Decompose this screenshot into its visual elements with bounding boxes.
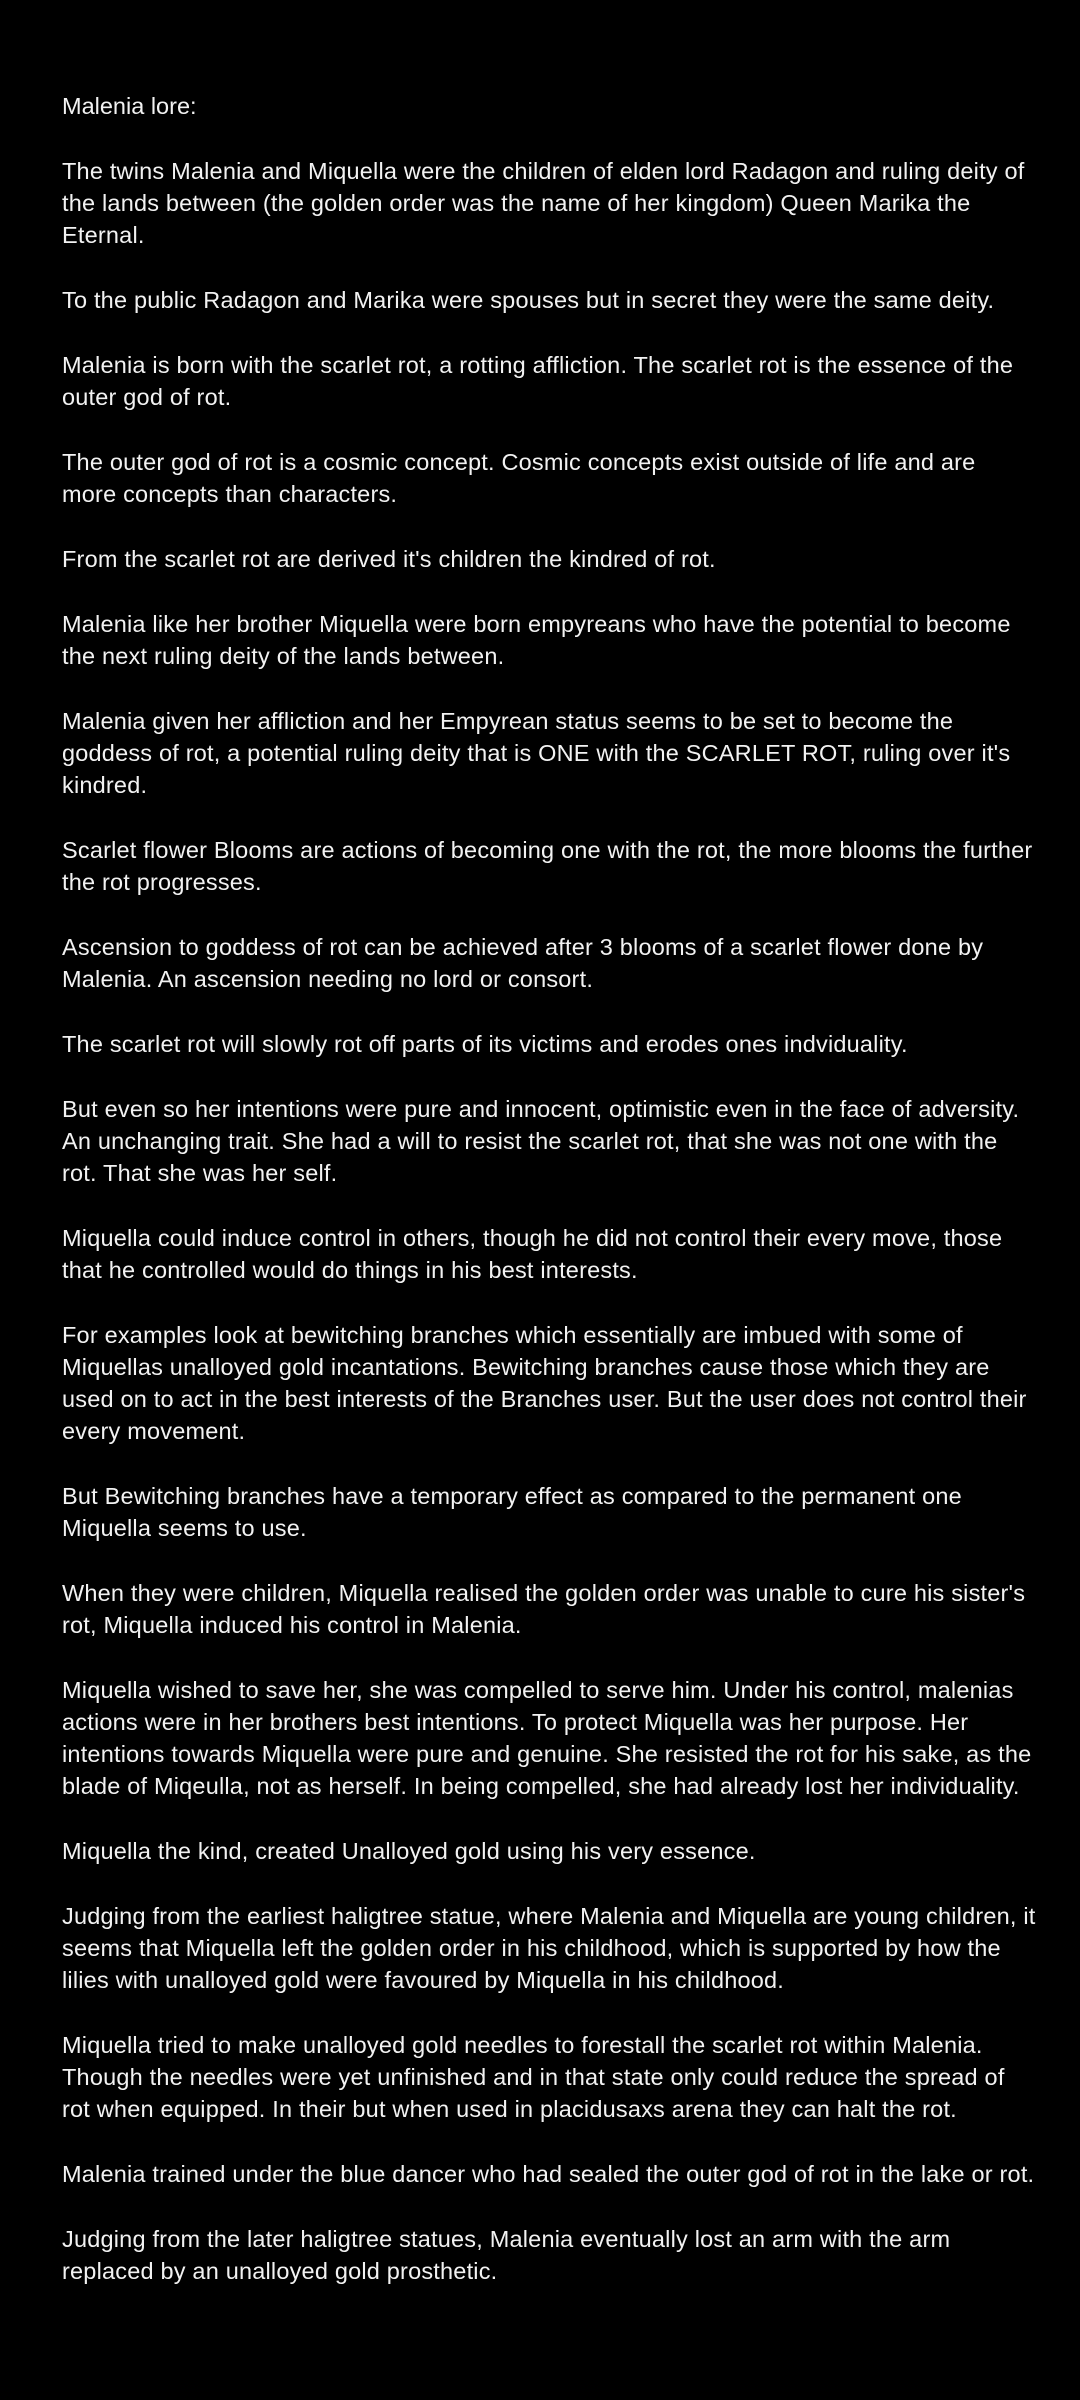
text-line: Though the needles were yet unfinished and in that state only could reduce the spread of bbox=[62, 2064, 1005, 2090]
text-line: But Bewitching branches have a temporary effect as compared to the permanent one bbox=[62, 1483, 962, 1509]
text-line: the rot progresses. bbox=[62, 869, 262, 895]
paragraph bbox=[62, 284, 1030, 316]
paragraph bbox=[62, 1577, 1030, 1641]
text-line: An unchanging trait. She had a will to resist the scarlet rot, that she was not one with the bbox=[62, 1128, 998, 1154]
paragraph bbox=[62, 931, 1030, 995]
text-line: For examples look at bewitching branches which essentially are imbued with some of bbox=[62, 1322, 963, 1348]
text-line: replaced by an unalloyed gold prosthetic. bbox=[62, 2258, 498, 2284]
paragraph bbox=[62, 1900, 1036, 1996]
text-line: outer god of rot. bbox=[62, 384, 232, 410]
text-line: the lands between (the golden order was the name of her kingdom) Queen Marika the bbox=[62, 190, 971, 216]
text-line: Ascension to goddess of rot can be achieved after 3 blooms of a scarlet flower done by bbox=[62, 934, 984, 960]
paragraph bbox=[62, 1222, 1030, 1286]
text-line: that he controlled would do things in his best interests. bbox=[62, 1257, 638, 1283]
text-line: goddess of rot, a potential ruling deity that is ONE with the SCARLET ROT, ruling over it's bbox=[62, 740, 1011, 766]
text-line: used on to act in the best interests of the Branches user. But the user does not control their bbox=[62, 1386, 1027, 1412]
text-line: Malenia trained under the blue dancer who had sealed the outer god of rot in the lake or rot. bbox=[62, 2161, 1035, 2187]
text-line: Miquella the kind, created Unalloyed gold using his very essence. bbox=[62, 1838, 756, 1864]
text-line: actions were in her brothers best intentions. To protect Miquella was her purpose. Her bbox=[62, 1709, 969, 1735]
text-line: Miquella seems to use. bbox=[62, 1515, 307, 1541]
text-line: Malenia given her affliction and her Empyrean status seems to be set to become the bbox=[62, 708, 954, 734]
text-line: Scarlet flower Blooms are actions of becoming one with the rot, the more blooms the further bbox=[62, 837, 1033, 863]
text-line: Malenia like her brother Miquella were born empyreans who have the potential to become bbox=[62, 611, 1011, 637]
text-line: rot when equipped. In their but when used in placidusaxs arena they can halt the rot. bbox=[62, 2096, 957, 2122]
text-line: But even so her intentions were pure and innocent, optimistic even in the face of adversity. bbox=[62, 1096, 1020, 1122]
text-line: When they were children, Miquella realised the golden order was unable to cure his sister's bbox=[62, 1580, 1026, 1606]
text-line: The scarlet rot will slowly rot off parts of its victims and erodes ones indviduality. bbox=[62, 1031, 908, 1057]
document-title: Malenia lore: bbox=[62, 93, 197, 119]
paragraph bbox=[62, 2223, 1030, 2287]
paragraph bbox=[62, 1674, 1030, 1802]
text-line: Eternal. bbox=[62, 222, 145, 248]
text-line: Judging from the earliest haligtree statue, where Malenia and Miquella are young children, it bbox=[62, 1903, 1036, 1929]
document-body bbox=[62, 155, 1036, 2287]
paragraph bbox=[62, 705, 1030, 801]
text-line: seems that Miquella left the golden order in his childhood, which is supported by how the bbox=[62, 1935, 1001, 1961]
text-line: Miquellas unalloyed gold incantations. Bewitching branches cause those which they are bbox=[62, 1354, 990, 1380]
text-line: From the scarlet rot are derived it's children the kindred of rot. bbox=[62, 546, 716, 572]
paragraph bbox=[62, 1835, 1030, 1867]
paragraph bbox=[62, 349, 1030, 413]
paragraph bbox=[62, 1480, 1030, 1544]
text-line: Miquella tried to make unalloyed gold needles to forestall the scarlet rot within Malenia. bbox=[62, 2032, 983, 2058]
text-line: blade of Miqeulla, not as herself. In being compelled, she had already lost her individuality. bbox=[62, 1773, 1020, 1799]
paragraph bbox=[62, 446, 1030, 510]
paragraph bbox=[62, 1093, 1030, 1189]
text-line: Miquella wished to save her, she was compelled to serve him. Under his control, malenias bbox=[62, 1677, 1014, 1703]
paragraph bbox=[62, 2158, 1035, 2190]
text-line: every movement. bbox=[62, 1418, 246, 1444]
text-line: rot. That she was her self. bbox=[62, 1160, 338, 1186]
text-line: The twins Malenia and Miquella were the children of elden lord Radagon and ruling deity of bbox=[62, 158, 1025, 184]
text-line: the next ruling deity of the lands between. bbox=[62, 643, 505, 669]
text-line: kindred. bbox=[62, 772, 148, 798]
text-line: rot, Miquella induced his control in Malenia. bbox=[62, 1612, 522, 1638]
paragraph bbox=[62, 1028, 1030, 1060]
text-line: more concepts than characters. bbox=[62, 481, 398, 507]
text-line: To the public Radagon and Marika were spouses but in secret they were the same deity. bbox=[62, 287, 995, 313]
paragraph bbox=[62, 2029, 1030, 2125]
text-line: intentions towards Miquella were pure and genuine. She resisted the rot for his sake, as the bbox=[62, 1741, 1032, 1767]
paragraph bbox=[62, 1319, 1030, 1447]
paragraph bbox=[62, 155, 1030, 251]
text-line: Malenia. An ascension needing no lord or consort. bbox=[62, 966, 594, 992]
text-line: The outer god of rot is a cosmic concept. Cosmic concepts exist outside of life and are bbox=[62, 449, 976, 475]
text-line: Judging from the later haligtree statues, Malenia eventually lost an arm with the arm bbox=[62, 2226, 951, 2252]
paragraph bbox=[62, 543, 1030, 575]
text-line: lilies with unalloyed gold were favoured by Miquella in his childhood. bbox=[62, 1967, 785, 1993]
paragraph bbox=[62, 834, 1033, 898]
text-line: Miquella could induce control in others, though he did not control their every move, those bbox=[62, 1225, 1003, 1251]
paragraph bbox=[62, 608, 1030, 672]
text-line: Malenia is born with the scarlet rot, a rotting affliction. The scarlet rot is the essence of the bbox=[62, 352, 1014, 378]
